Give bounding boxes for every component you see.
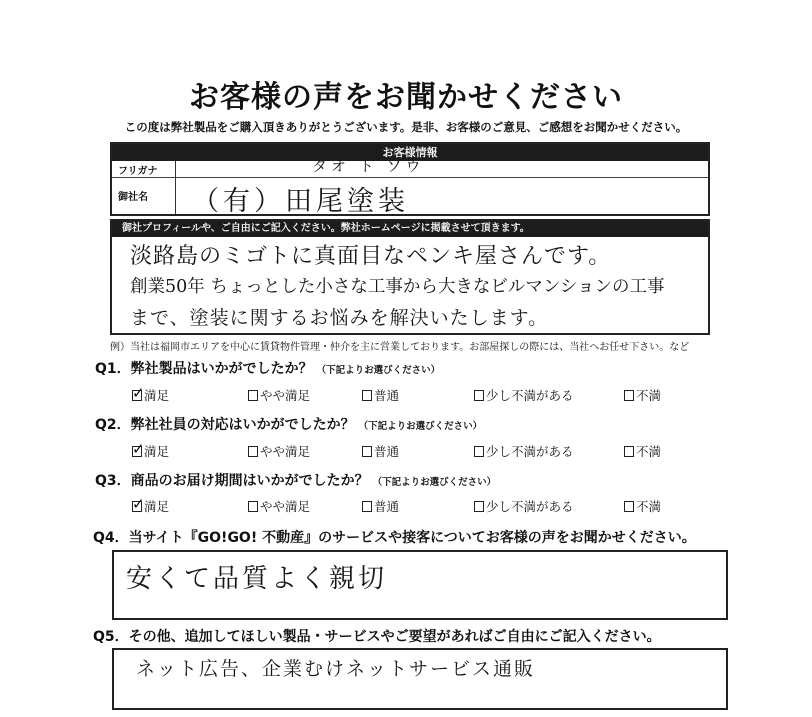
q1-option-1[interactable] [132, 383, 170, 404]
profile-line-1: 淡路島のミゴトに真面目なペンキ屋さんです。 [130, 244, 612, 269]
q2-checkbox-5[interactable] [624, 446, 634, 457]
q2-text: Q2．弊社社員の対応はいかがでしたか？ [95, 417, 355, 433]
profile-line-3: まで、塗装に関するお悩みを解決いたします。 [130, 307, 549, 329]
q3-option-3[interactable] [362, 497, 399, 515]
q1-option-label-5: 不満 [636, 388, 662, 403]
q1-options [0, 383, 812, 404]
q1-option-5[interactable] [624, 386, 661, 404]
q1-option-label-2: やや満足 [260, 388, 311, 403]
q3-option-label-3: 普通 [374, 499, 400, 514]
q1-checkbox-2[interactable] [248, 390, 258, 401]
q3-option-label-2: やや満足 [260, 499, 311, 514]
q4-label: Q4．当サイト『GO!GO! 不動産』のサービスや接客についてお客様の声をお聞かせください。 [93, 530, 696, 546]
q3-option-1[interactable] [132, 494, 170, 515]
q2-option-1[interactable] [132, 439, 170, 460]
q3-hint: （下記よりお選びください） [372, 477, 497, 488]
furigana-row [112, 157, 708, 178]
q2-option-4[interactable] [474, 442, 574, 460]
q3-checkbox-5[interactable] [624, 501, 634, 512]
q2-checkbox-2[interactable] [248, 446, 258, 457]
q2-option-3[interactable] [362, 442, 399, 460]
profile-box [110, 219, 710, 335]
company-row [112, 177, 708, 217]
q5-answer-box[interactable] [112, 648, 728, 710]
furigana-value: タオ ト ソウ [312, 157, 425, 175]
q3-options [0, 494, 812, 515]
q3-option-4[interactable] [474, 497, 574, 515]
profile-header-text: 御社プロフィールや、ご自由にご記入ください。弊社ホームページに掲載させて頂きます。 [122, 223, 530, 234]
q2-checkbox-3[interactable] [362, 446, 372, 457]
q5-label: Q5．その他、追加してほしい製品・サービスやご要望があればご自由にご記入ください。 [93, 629, 661, 645]
q4-answer-box[interactable] [112, 550, 728, 620]
q1-option-label-4: 少し不満がある [486, 388, 574, 403]
q1-label [95, 358, 440, 378]
q1-checkbox-4[interactable] [474, 390, 484, 401]
company-value: （有）田尾塗装 [192, 186, 409, 217]
q3-checkbox-3[interactable] [362, 501, 372, 512]
q3-checkbox-2[interactable] [248, 501, 258, 512]
check-mark-icon: ✓ [132, 383, 145, 402]
q1-option-label-1: 満足 [144, 388, 170, 403]
q1-checkbox-3[interactable] [362, 390, 372, 401]
q1-checkbox-1[interactable] [132, 383, 145, 402]
q2-hint: （下記よりお選びください） [358, 421, 483, 432]
q3-option-label-4: 少し不満がある [486, 499, 574, 514]
check-mark-icon: ✓ [132, 439, 145, 458]
q5-answer: ネット広告、企業むけネットサービス通販 [136, 658, 536, 680]
customer-info-header-text: お客様情報 [382, 146, 438, 159]
q2-options [0, 439, 812, 460]
q3-option-5[interactable] [624, 497, 661, 515]
form-subtitle: この度は弊社製品をご購入頂きありがとうございます。是非、お客様のご意見、ご感想をお聞かせください。 [124, 120, 688, 134]
q3-text: Q3．商品のお届け期間はいかがでしたか？ [95, 473, 369, 489]
customer-info-box [110, 142, 710, 216]
example-note: 例）当社は福岡市エリアを中心に賃貸物件管理・仲介を主に営業しております。お部屋探しの際には、当社へお任せ下さい。など [110, 342, 690, 353]
company-label: 御社名 [112, 177, 176, 214]
q3-option-label-5: 不満 [636, 499, 662, 514]
q2-option-label-3: 普通 [374, 444, 400, 459]
q1-checkbox-5[interactable] [624, 390, 634, 401]
q1-hint: （下記よりお選びください） [316, 365, 441, 376]
q1-text: Q1．弊社製品はいかがでしたか？ [95, 361, 313, 377]
q3-checkbox-1[interactable] [132, 494, 145, 513]
check-mark-icon: ✓ [132, 494, 145, 513]
q2-option-label-2: やや満足 [260, 444, 311, 459]
q2-option-label-5: 不満 [636, 444, 662, 459]
profile-line-2: 創業50年 ちょっとした小さな工事から大きなビルマンションの工事 [130, 277, 665, 297]
q4-answer: 安くて品質よく親切 [126, 564, 388, 594]
furigana-label: フリガナ [112, 161, 176, 177]
q1-option-3[interactable] [362, 386, 399, 404]
q3-option-label-1: 満足 [144, 499, 170, 514]
q1-option-4[interactable] [474, 386, 574, 404]
q2-option-2[interactable] [248, 442, 310, 460]
q3-option-2[interactable] [248, 497, 310, 515]
q1-option-label-3: 普通 [374, 388, 400, 403]
q2-label [95, 414, 482, 434]
profile-header [112, 221, 708, 237]
q2-checkbox-1[interactable] [132, 439, 145, 458]
q2-option-label-4: 少し不満がある [486, 444, 574, 459]
q2-checkbox-4[interactable] [474, 446, 484, 457]
q3-checkbox-4[interactable] [474, 501, 484, 512]
form-title: お客様の声をお聞かせください [189, 80, 623, 115]
q2-option-label-1: 満足 [144, 444, 170, 459]
q3-label [95, 470, 496, 490]
q1-option-2[interactable] [248, 386, 310, 404]
q2-option-5[interactable] [624, 442, 661, 460]
